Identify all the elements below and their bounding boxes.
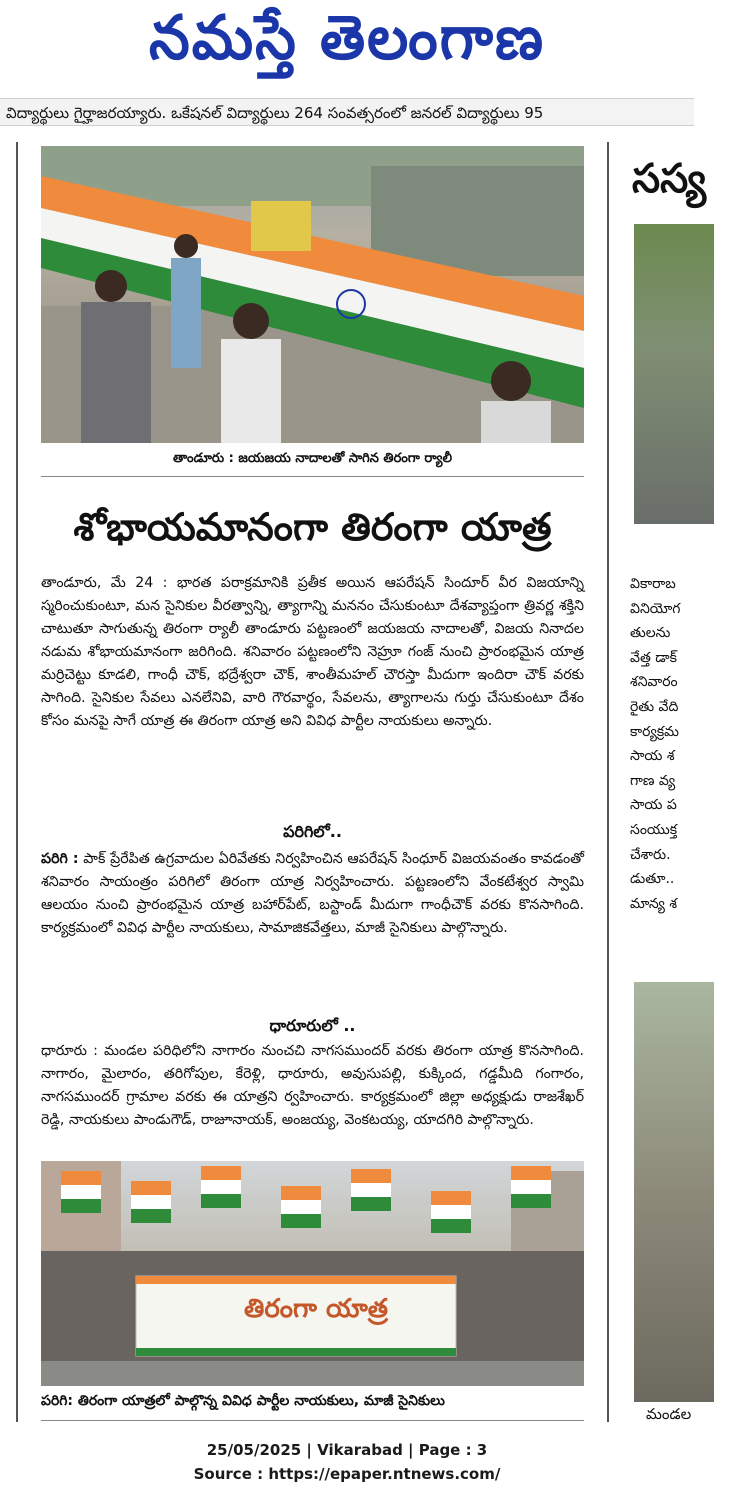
adjacent-line: డుతూ..	[630, 871, 675, 888]
rally-photo-illustration	[41, 146, 584, 443]
subhead-parigi: పరిగిలో..	[283, 822, 342, 841]
banner-text: తిరంగా యాత్ర	[244, 1294, 388, 1324]
caption-divider	[41, 476, 584, 477]
dateline-parigi: పరిగి :	[41, 851, 79, 867]
adjacent-text-fragment	[630, 572, 750, 916]
adjacent-line: సాయ శ	[630, 748, 675, 765]
photo-caption-bottom: పరిగి: తిరంగా యాత్రలో పాల్గొన్న వివిధ పార్టీల నాయకులు, మాజీ సైనికులు	[41, 1393, 445, 1409]
adjacent-line: మాన్య శ	[630, 895, 678, 912]
adjacent-line: సాయ ప	[630, 797, 677, 814]
subhead-dharur: ధారూరులో ..	[269, 1016, 356, 1035]
adjacent-headline-fragment: సస్య	[632, 156, 707, 202]
parigi-photo-illustration	[41, 1161, 584, 1386]
rally-photo	[41, 146, 584, 443]
article-paragraph-tandur: తాండూరు, మే 24 : భారత పరాక్రమానికి ప్రతీక అయిన ఆపరేషన్ సిందూర్ వీర విజయాన్ని స్మరించుకుంటూ, మన సైనికుల వీరత్వాన్ని, త్యాగాన్ని మననం చేసుకుంటూ దేశవ్యాప్తంగా త్రివర్ణ శక్తిని చాటుతూ సాగుతున్న తిరంగా ర్యాలీ తాండూరు పట్టణంలో జయజయ నాదాలతో, విజయ నినాదల నడుమ శోభాయమానంగా జరిగింది. శనివారం పట్టణంలోని నెహ్రూ గంజ్ నుంచి ప్రారంభమైన యాత్ర మర్రిచెట్టు కూడలి, గాంధీ చౌక్, భద్రేశ్వరా చౌక్, శాంతీమహల్ చౌరస్తా మీదుగా ఇందిరా చౌక్ వరకు సాగింది. సైనికుల సేవలు ఎనలేనివి, వారి గౌరవార్థం, సేవలను, త్యాగాలను గుర్తు చేసుకుంటూ దేశం కోసం మనపై సాగే యాత్ర ఈ తిరంగా యాత్ర అని వివిధ పార్టీల నాయకులు అన్నారు.	[41, 575, 584, 729]
adjacent-line: కార్యక్రమ	[630, 723, 679, 740]
column-rule-left	[16, 142, 18, 1422]
adjacent-line: వినియోగ	[630, 600, 681, 617]
article-paragraph-parigi	[41, 848, 584, 940]
adjacent-line: రైతు వేది	[630, 698, 679, 715]
paragraph-parigi-text: పాక్ ప్రేరేపిత ఉగ్రవాదుల ఏరివేతకు నిర్వహించిన ఆపరేషన్ సింధూర్ విజయవంతం కావడంతో శనివారం సాయంత్రం పరిగిలో తిరంగా యాత్ర నిర్వహించారు. పట్టణంలోని వేంకటేశ్వర స్వామి ఆలయం నుంచి ప్రారంభమైన యాత్ర బహార్‌పేట్, బస్టాండ్ మీదుగా గాంధీచౌక్ వరకు కొనసాగింది. కార్యక్రమంలో వివిధ పార్టీల నాయకులు, సామాజికవేత్తలు, మాజీ సైనికులు పాల్గొన్నారు.	[41, 851, 584, 936]
caption-divider-bottom	[41, 1420, 584, 1421]
adjacent-photo-bottom	[634, 982, 714, 1402]
adjacent-line: చేశారు.	[630, 846, 671, 863]
photo-caption-top: తాండూరు : జయజయ నాదాలతో సాగిన తిరంగా ర్యాలీ	[172, 451, 453, 466]
newspaper-logo: నమస్తే తెలంగాణ	[149, 1, 545, 74]
article-headline: శోభాయమానంగా తిరంగా యాత్ర	[73, 505, 552, 549]
article-paragraph-dharur: ధారూరు : మండల పరిధిలోని నాగారం నుంచచి నాగసముందర్ వరకు తిరంగా యాత్ర కొనసాగింది. నాగారం, మైలారం, తరిగోపుల, కేరెళ్లి, ధారూరు, అవుసుపల్లి, కుక్కింద, గడ్డమీది గంగారం, నాగసముందర్ గ్రామాల వరకు ఈ యాత్రని ర్వహించారు. కార్యక్రమంలో జిల్లా అధ్యక్షుడు రాజశేఖర్ రెడ్డి, నాయకులు పాండుగౌడ్, రాజూనాయక్, అంజయ్య, వెంకటయ్య, యాదగిరి పాల్గొన్నారు.	[41, 1043, 584, 1128]
parigi-rally-photo	[41, 1161, 584, 1386]
adjacent-article-column	[618, 142, 707, 1432]
footer-date-edition: 25/05/2025 | Vikarabad | Page : 3	[206, 1441, 488, 1459]
column-rule-right	[607, 142, 609, 1422]
adjacent-line: వికారాబ	[630, 576, 676, 592]
adjacent-line: శనివారం	[630, 674, 678, 691]
adjacent-line: గాణ వ్య	[630, 772, 676, 789]
adjacent-photo-top	[634, 224, 714, 524]
adjacent-line: సంయుక్త	[630, 821, 678, 838]
adjacent-line: తులను	[630, 625, 671, 642]
ticker-strip: విద్యార్థులు గైర్హాజరయ్యారు. ఒకేషనల్ విద్యార్థులు 264 సంవత్సరంలో జనరల్ విద్యార్థులు 95	[0, 98, 694, 126]
adjacent-bottom-fragment: మండల	[646, 1405, 692, 1423]
adjacent-line: వేత్త డాక్	[630, 649, 677, 666]
footer-source-link[interactable]: Source : https://epaper.ntnews.com/	[193, 1465, 501, 1483]
masthead	[0, 0, 694, 92]
